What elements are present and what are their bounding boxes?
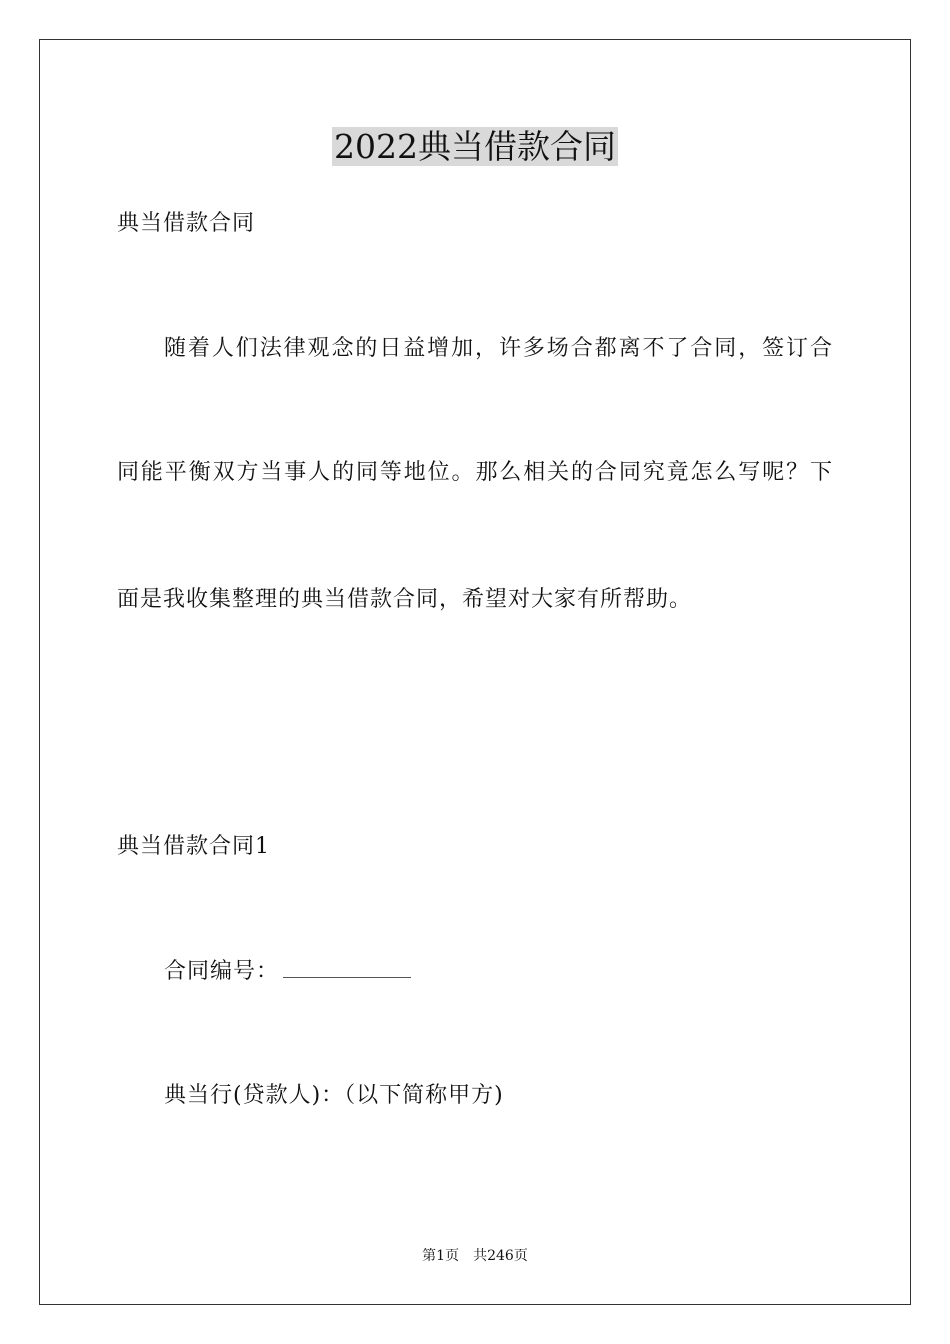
document-subtitle: 典当借款合同 xyxy=(117,211,256,236)
contract-number-label: 合同编号： xyxy=(164,959,280,984)
document-title-text: 2022典当借款合同 xyxy=(334,127,616,166)
pawnshop-line: 典当行(贷款人)：（以下简称甲方) xyxy=(164,1083,504,1108)
intro-paragraph-line-1: 随着人们法律观念的日益增加，许多场合都离不了合同，签订合 xyxy=(164,336,833,361)
page-footer xyxy=(0,1247,950,1265)
page-number: 第1页 xyxy=(422,1248,460,1264)
total-pages: 共246页 xyxy=(473,1248,528,1264)
intro-paragraph-line-3: 面是我收集整理的典当借款合同，希望对大家有所帮助。 xyxy=(117,587,693,612)
document-title xyxy=(0,126,950,168)
intro-paragraph-line-2: 同能平衡双方当事人的同等地位。那么相关的合同究竟怎么写呢？下 xyxy=(117,460,833,485)
contract-number-row xyxy=(164,957,411,987)
section-heading: 典当借款合同1 xyxy=(117,834,270,859)
contract-number-blank xyxy=(283,957,411,978)
